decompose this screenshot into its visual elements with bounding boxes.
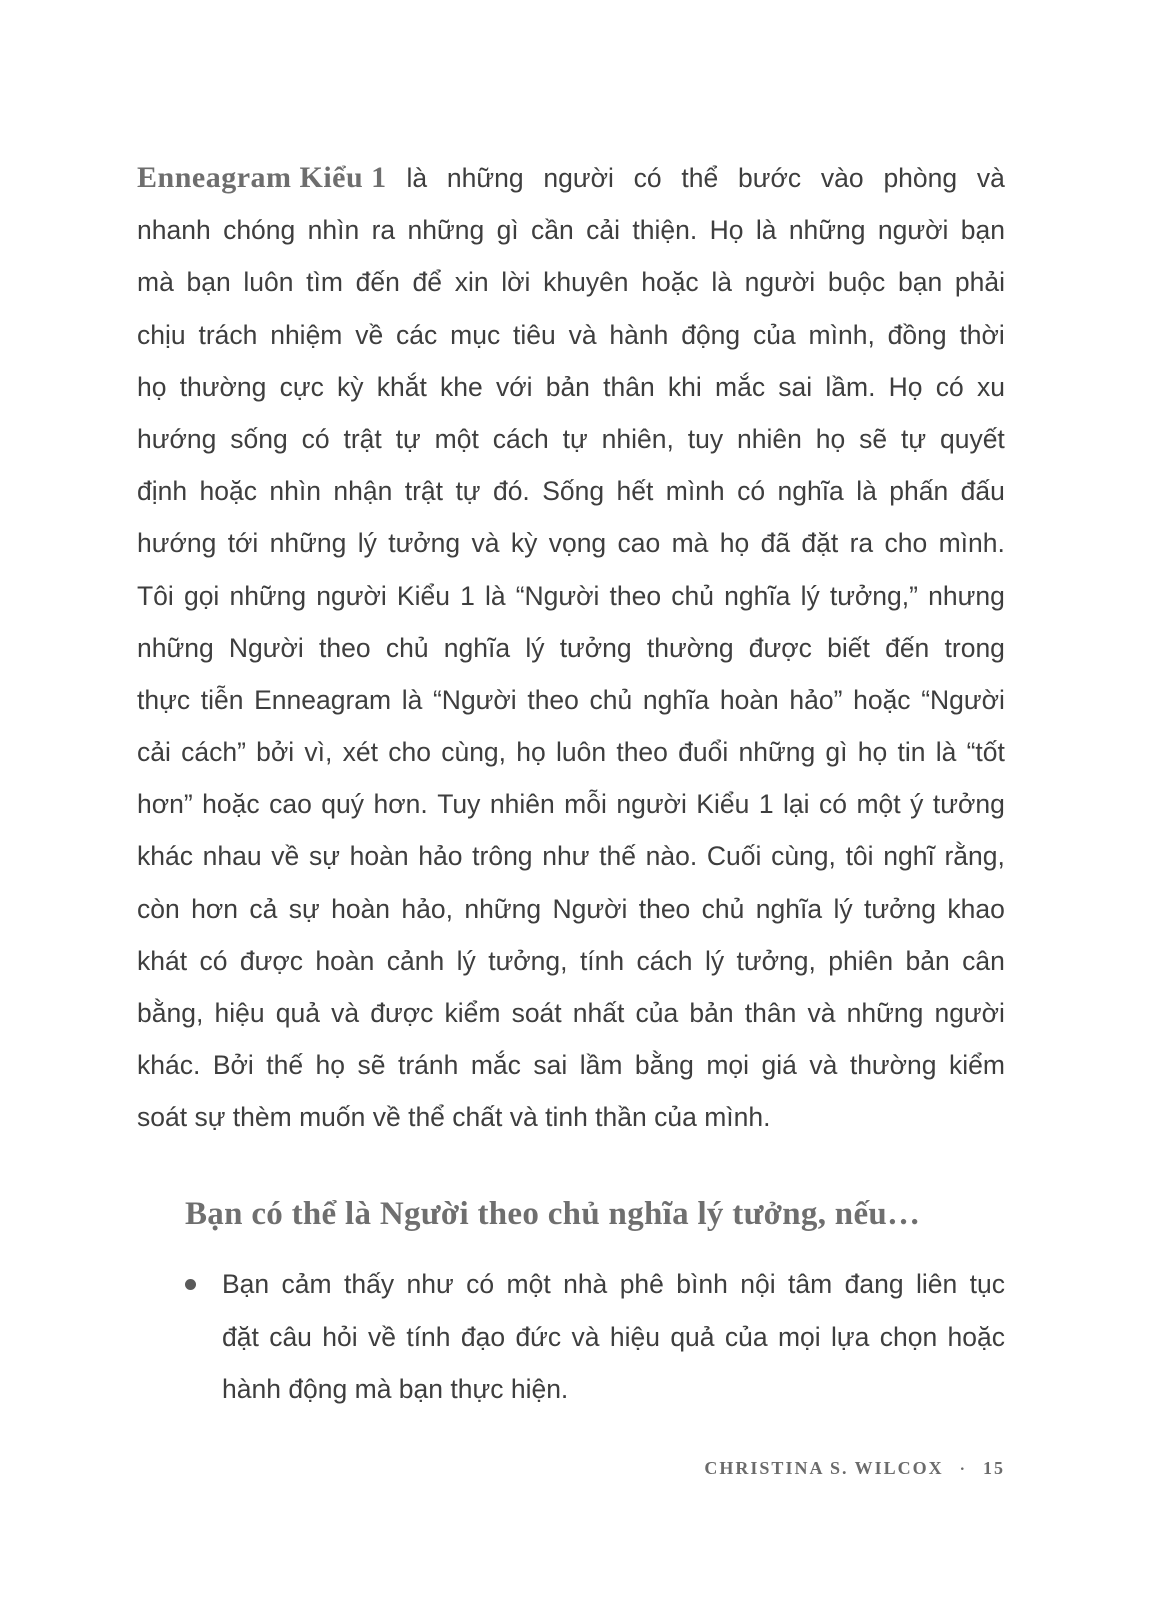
bullet-line: Bạn cảm thấy như có một nhà phê bình nội tâm đang liên tục — [222, 1269, 1005, 1299]
footer-author: CHRISTINA S. WILCOX — [704, 1458, 944, 1478]
para-line: thực tiễn Enneagram là “Người theo chủ nghĩa hoàn hảo” hoặc “Người — [137, 684, 1005, 715]
para-line: họ thường cực kỳ khắt khe với bản thân khi mắc sai lầm. Họ có xu — [137, 371, 1005, 402]
bullet-dot-column — [185, 1258, 222, 1416]
para-line: khác nhau về sự hoàn hảo trông như thế nào. Cuối cùng, tôi nghĩ rằng, — [137, 841, 1005, 872]
para-line: bằng, hiệu quả và được kiểm soát nhất của bản thân và những người — [137, 998, 1005, 1028]
para-line: những Người theo chủ nghĩa lý tưởng thường được biết đến trong — [137, 632, 1005, 663]
para-line: mà bạn luôn tìm đến để xin lời khuyên hoặc là người buộc bạn phải — [137, 267, 1005, 298]
para-line: chịu trách nhiệm về các mục tiêu và hành động của mình, đồng thời — [137, 319, 1005, 350]
page-number: 15 — [983, 1458, 1005, 1478]
section-heading: Bạn có thể là Người theo chủ nghĩa lý tưởng, nếu… — [185, 1196, 921, 1232]
running-footer — [704, 1458, 1005, 1479]
para-line: khác. Bởi thế họ sẽ tránh mắc sai lầm bằng mọi giá và thường kiểm — [137, 1050, 1005, 1081]
list-item — [185, 1258, 1005, 1416]
bullet-line: đặt câu hỏi về tính đạo đức và hiệu quả của mọi lựa chọn hoặc — [222, 1321, 1005, 1352]
bullet-text — [222, 1258, 1005, 1416]
bullet-icon — [185, 1279, 196, 1290]
footer-separator-icon: · — [959, 1461, 967, 1478]
bullet-line: hành động mà bạn thực hiện. — [222, 1374, 569, 1404]
para-line: hướng tới những lý tưởng và kỳ vọng cao mà họ đã đặt ra cho mình. — [137, 528, 1005, 559]
para-line: khát có được hoàn cảnh lý tưởng, tính cách lý tưởng, phiên bản cân — [137, 945, 1005, 976]
para-line: hơn” hoặc cao quý hơn. Tuy nhiên mỗi người Kiểu 1 lại có một ý tưởng — [137, 789, 1005, 820]
para-line: cải cách” bởi vì, xét cho cùng, họ luôn theo đuổi những gì họ tin là “tốt — [137, 737, 1005, 768]
para-line: Tôi gọi những người Kiểu 1 là “Người theo chủ nghĩa lý tưởng,” nhưng — [137, 580, 1005, 611]
para-line: soát sự thèm muốn về thể chất và tinh thần của mình. — [137, 1102, 771, 1133]
para-line: nhanh chóng nhìn ra những gì cần cải thiện. Họ là những người bạn — [137, 215, 1005, 246]
bullet-list — [185, 1258, 1005, 1416]
para-line: Enneagram Kiểu 1 là những người có thể bước vào phòng và — [137, 152, 1005, 204]
para-line: còn hơn cả sự hoàn hảo, những Người theo chủ nghĩa lý tưởng khao — [137, 893, 1005, 924]
paragraph — [137, 152, 1005, 1144]
paragraph-lead: Enneagram Kiểu 1 — [137, 161, 387, 194]
para-line: hướng sống có trật tự một cách tự nhiên, tuy nhiên họ sẽ tự quyết — [137, 423, 1005, 454]
para-line: định hoặc nhìn nhận trật tự đó. Sống hết mình có nghĩa là phấn đấu — [137, 476, 1005, 507]
